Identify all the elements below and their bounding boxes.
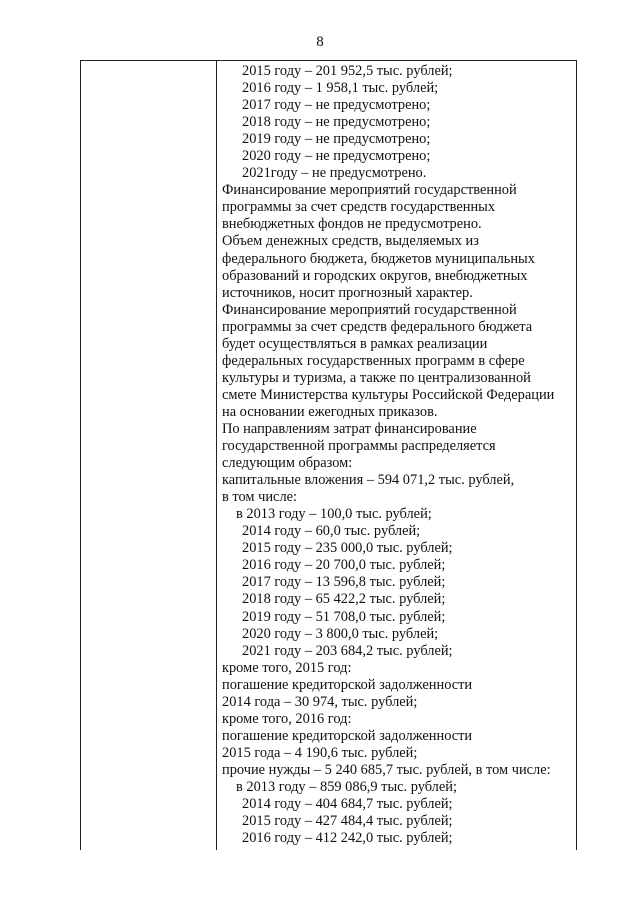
text-line: 2019 году – не предусмотрено; [242, 131, 431, 148]
text-line: 2020 году – 3 800,0 тыс. рублей; [242, 625, 439, 642]
text-line: 2015 году – 427 484,4 тыс. рублей; [242, 813, 453, 830]
text-line: в 2013 году – 100,0 тыс. рублей; [236, 506, 432, 523]
text-line: 2016 году – 412 242,0 тыс. рублей; [242, 830, 453, 847]
text-line: капитальные вложения – 594 071,2 тыс. рублей, [222, 472, 515, 489]
text-line: Объем денежных средств, выделяемых из [222, 233, 479, 250]
text-line: кроме того, 2016 год: [222, 710, 352, 727]
text-line: 2014 году – 404 684,7 тыс. рублей; [242, 796, 453, 813]
column-divider [216, 60, 217, 850]
text-line: смете Министерства культуры Российской Федерации [222, 386, 555, 403]
table-cell-financing-text [222, 63, 574, 847]
text-line: 2015 году – 235 000,0 тыс. рублей; [242, 540, 453, 557]
text-line: 2021 году – 203 684,2 тыс. рублей; [242, 642, 453, 659]
text-line: кроме того, 2015 год: [222, 659, 352, 676]
text-line: погашение кредиторской задолженности [222, 676, 473, 693]
text-line: следующим образом: [222, 455, 353, 472]
text-line: 2021году – не предусмотрено. [242, 165, 427, 182]
text-line: внебюджетных фондов не предусмотрено. [222, 216, 482, 233]
text-line: 2016 году – 1 958,1 тыс. рублей; [242, 80, 439, 97]
text-line: погашение кредиторской задолженности [222, 727, 473, 744]
text-line: Финансирование мероприятий государственной [222, 301, 517, 318]
text-line: 2014 году – 60,0 тыс. рублей; [242, 523, 421, 540]
page-number: 8 [316, 34, 324, 50]
text-line: По направлениям затрат финансирование [222, 420, 477, 437]
text-line: федерального бюджета, бюджетов муниципальных [222, 250, 535, 267]
text-line: будет осуществляться в рамках реализации [222, 335, 488, 352]
text-line: в 2013 году – 859 086,9 тыс. рублей; [236, 778, 457, 795]
text-line: 2014 года – 30 974, тыс. рублей; [222, 693, 418, 710]
text-line: государственной программы распределяется [222, 438, 496, 455]
text-line: культуры и туризма, а также по централизованной [222, 369, 531, 386]
text-line: 2016 году – 20 700,0 тыс. рублей; [242, 557, 446, 574]
text-line: источников, носит прогнозный характер. [222, 284, 473, 301]
text-line: 2018 году – 65 422,2 тыс. рублей; [242, 591, 446, 608]
text-line: Финансирование мероприятий государственной [222, 182, 517, 199]
text-line: 2020 году – не предусмотрено; [242, 148, 431, 165]
text-line: 2015 году – 201 952,5 тыс. рублей; [242, 63, 453, 79]
text-line: на основании ежегодных приказов. [222, 403, 438, 420]
text-line: федеральных государственных программ в сфере [222, 352, 525, 369]
text-line: 2018 году – не предусмотрено; [242, 114, 431, 131]
text-line: в том числе: [222, 489, 298, 506]
text-line: программы за счет средств государственных [222, 199, 496, 216]
text-line: 2015 года – 4 190,6 тыс. рублей; [222, 744, 418, 761]
text-line: прочие нужды – 5 240 685,7 тыс. рублей, в том числе: [222, 761, 551, 778]
text-line: образований и городских округов, внебюджетных [222, 267, 528, 284]
text-line: 2017 году – не предусмотрено; [242, 97, 431, 114]
text-line: программы за счет средств федерального бюджета [222, 318, 533, 335]
text-line: 2017 году – 13 596,8 тыс. рублей; [242, 574, 446, 591]
text-line: 2019 году – 51 708,0 тыс. рублей; [242, 608, 446, 625]
